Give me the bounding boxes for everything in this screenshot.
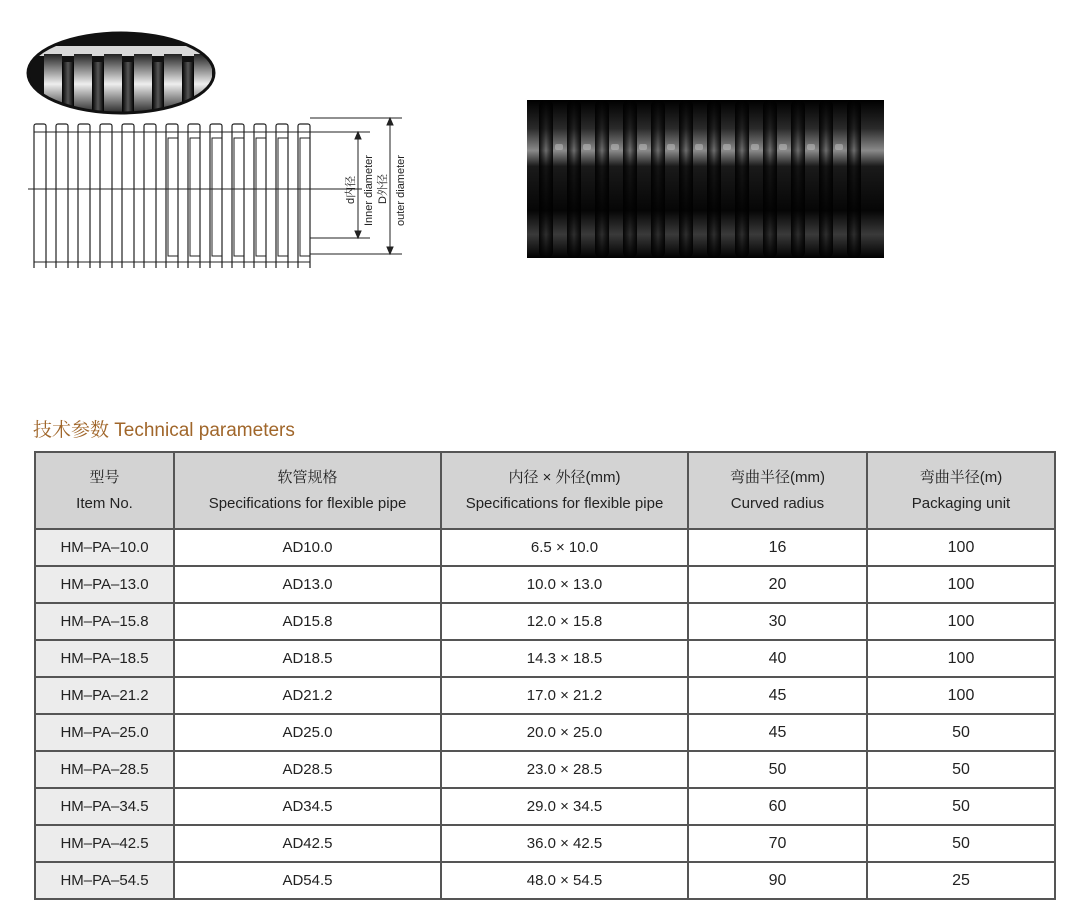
table-row	[35, 677, 1055, 714]
table-row	[35, 862, 1055, 899]
cell-spec: AD28.5	[174, 751, 441, 788]
table-row	[35, 788, 1055, 825]
cell-spec: AD25.0	[174, 714, 441, 751]
cell-unit: 100	[867, 529, 1055, 566]
cell-item: HM–PA–13.0	[35, 566, 174, 603]
header-pipe-spec: 软管规格 Specifications for flexible pipe	[174, 452, 441, 529]
section-title: 技术参数 Technical parameters	[33, 420, 295, 441]
cell-item: HM–PA–10.0	[35, 529, 174, 566]
table-row	[35, 825, 1055, 862]
cell-item: HM–PA–34.5	[35, 788, 174, 825]
cell-spec: AD42.5	[174, 825, 441, 862]
cell-spec: AD10.0	[174, 529, 441, 566]
cell-radius: 16	[688, 529, 867, 566]
outer-diameter-cn-label: D外径	[377, 174, 389, 204]
cell-dims: 36.0 × 42.5	[441, 825, 688, 862]
cell-spec: AD34.5	[174, 788, 441, 825]
cell-dims: 14.3 × 18.5	[441, 640, 688, 677]
cell-item: HM–PA–18.5	[35, 640, 174, 677]
cell-unit: 25	[867, 862, 1055, 899]
cell-unit: 100	[867, 640, 1055, 677]
table-row	[35, 640, 1055, 677]
cell-radius: 45	[688, 677, 867, 714]
cell-item: HM–PA–42.5	[35, 825, 174, 862]
cell-radius: 30	[688, 603, 867, 640]
cell-item: HM–PA–25.0	[35, 714, 174, 751]
inner-diameter-cn-label: d内径	[345, 175, 357, 204]
header-curved-radius: 弯曲半径(mm) Curved radius	[688, 452, 867, 529]
cell-item: HM–PA–28.5	[35, 751, 174, 788]
header-dimensions: 内径 × 外径(mm) Specifications for flexible pipe	[441, 452, 688, 529]
cell-radius: 45	[688, 714, 867, 751]
cell-unit: 50	[867, 751, 1055, 788]
pipe-diagram	[24, 18, 424, 268]
inner-diameter-en-label: Inner diameter	[363, 155, 375, 226]
table-row	[35, 566, 1055, 603]
outer-diameter-en-label: outer diameter	[395, 155, 407, 226]
pipe-profile	[34, 124, 310, 268]
cell-radius: 90	[688, 862, 867, 899]
table-header-row	[35, 452, 1055, 529]
cell-item: HM–PA–21.2	[35, 677, 174, 714]
profile-cutaway	[24, 28, 224, 118]
header-item-no: 型号 Item No.	[35, 452, 174, 529]
cell-dims: 6.5 × 10.0	[441, 529, 688, 566]
cell-radius: 70	[688, 825, 867, 862]
cell-spec: AD54.5	[174, 862, 441, 899]
cell-item: HM–PA–54.5	[35, 862, 174, 899]
cell-dims: 20.0 × 25.0	[441, 714, 688, 751]
cell-dims: 23.0 × 28.5	[441, 751, 688, 788]
cell-spec: AD18.5	[174, 640, 441, 677]
cell-dims: 29.0 × 34.5	[441, 788, 688, 825]
cell-unit: 100	[867, 566, 1055, 603]
cell-dims: 17.0 × 21.2	[441, 677, 688, 714]
cell-spec: AD21.2	[174, 677, 441, 714]
cell-unit: 100	[867, 677, 1055, 714]
cell-spec: AD15.8	[174, 603, 441, 640]
table-row	[35, 714, 1055, 751]
cell-unit: 50	[867, 714, 1055, 751]
cell-radius: 40	[688, 640, 867, 677]
table-row	[35, 529, 1055, 566]
cell-radius: 50	[688, 751, 867, 788]
cell-spec: AD13.0	[174, 566, 441, 603]
cell-radius: 60	[688, 788, 867, 825]
cell-dims: 10.0 × 13.0	[441, 566, 688, 603]
cell-unit: 100	[867, 603, 1055, 640]
cell-unit: 50	[867, 825, 1055, 862]
cell-item: HM–PA–15.8	[35, 603, 174, 640]
table-row	[35, 603, 1055, 640]
table-row	[35, 751, 1055, 788]
pipe-photo	[527, 100, 884, 258]
technical-parameters-table	[34, 451, 1056, 900]
cell-unit: 50	[867, 788, 1055, 825]
cell-dims: 12.0 × 15.8	[441, 603, 688, 640]
cell-radius: 20	[688, 566, 867, 603]
header-packaging-unit: 弯曲半径(m) Packaging unit	[867, 452, 1055, 529]
cell-dims: 48.0 × 54.5	[441, 862, 688, 899]
